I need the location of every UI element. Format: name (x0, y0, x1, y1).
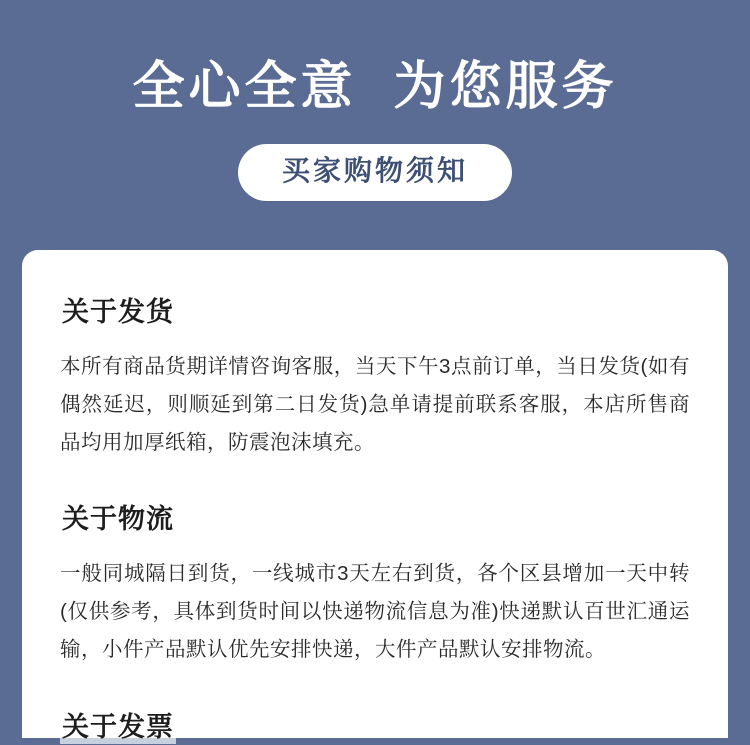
section-title-text: 关于发票 (62, 711, 174, 742)
section-title (60, 713, 176, 745)
page-title: 全心全意 为您服务 (132, 58, 618, 116)
notice-card (22, 250, 728, 742)
subtitle-container (0, 144, 750, 201)
section-title-text: 关于发货 (62, 297, 174, 327)
section-title (60, 298, 176, 330)
subtitle-badge: 买家购物须知 (238, 144, 512, 201)
section-invoice (60, 713, 690, 745)
section-title-text: 关于物流 (62, 504, 174, 535)
section-body: 本所有商品货期详情咨询客服，当天下午3点前订单，当日发货(如有偶然延迟，则顺延到第二日发货)急单请提前联系客服，本店所售商品均用加厚纸箱，防震泡沫填充。 (60, 354, 690, 454)
section-title (60, 505, 176, 537)
page-header (0, 0, 750, 201)
section-body: 一般同城隔日到货，一线城市3天左右到货，各个区县增加一天中转(仅供参考，具体到货时间以快递物流信息为准)快递默认百世汇通运输，小件产品默认优先安排快递，大件产品默认安排物流。 (60, 562, 690, 661)
section-logistics (60, 505, 690, 668)
section-shipping (60, 298, 690, 461)
